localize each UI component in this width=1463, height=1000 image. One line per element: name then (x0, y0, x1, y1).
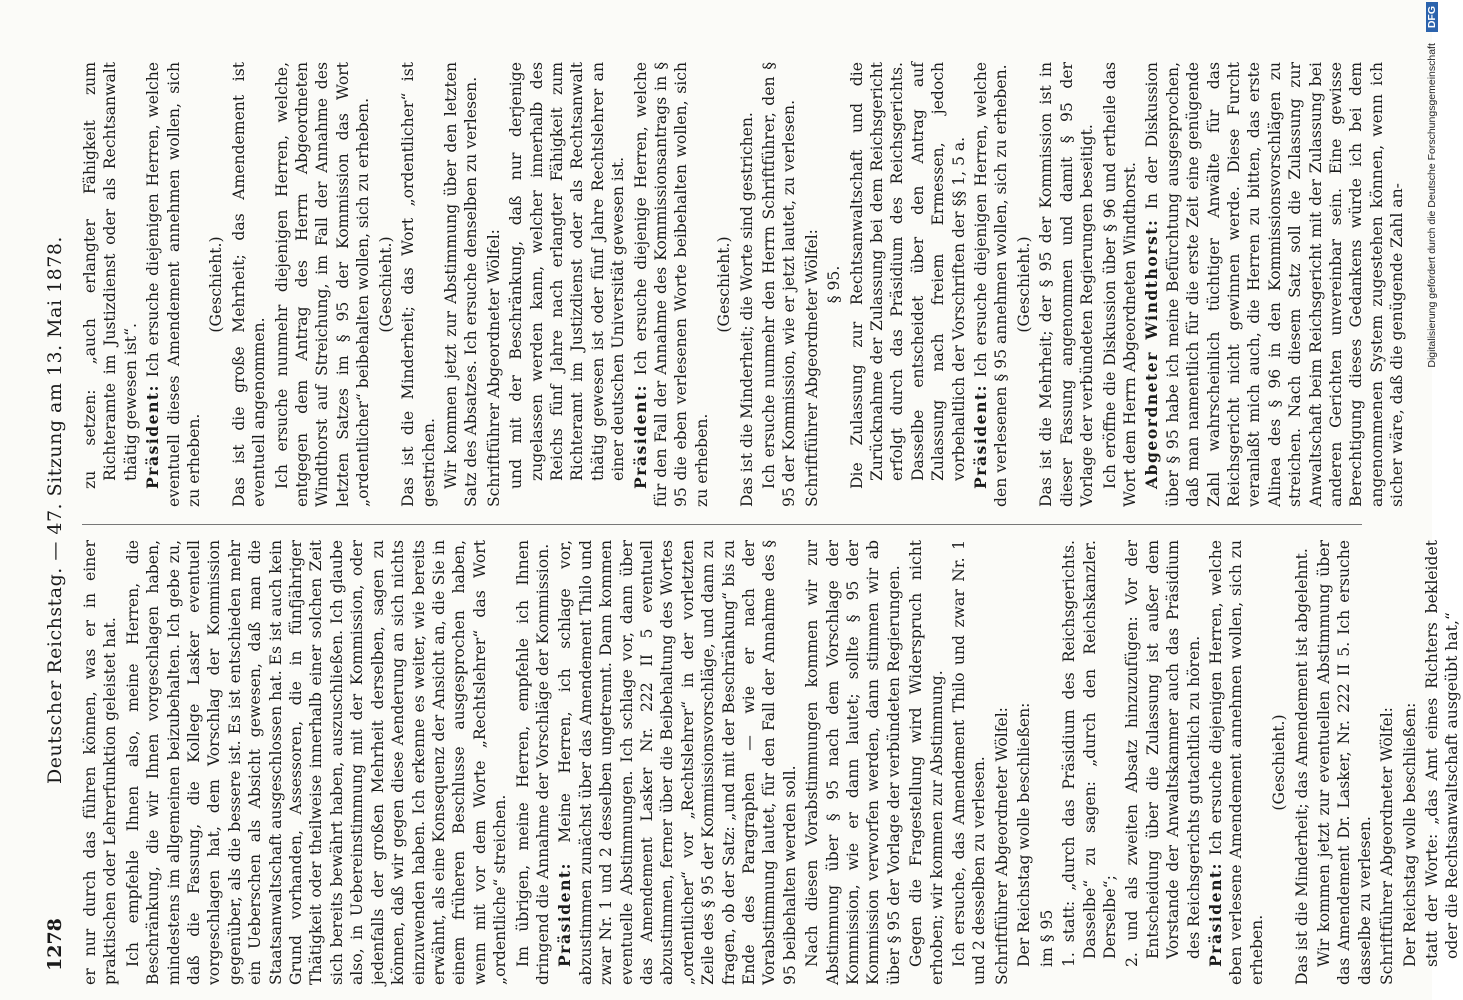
paragraph-text: und mit der Beschränkung, daß nur derjenige zugelassen werden kann, welcher innerhalb des Reichs fünf Jahre nach erlangter Fähigkeit zum Richteramt im Justizdienst oder als Rechtsanwalt thätig gewesen ist oder fünf Jahre Rechtslehrer an einer deutschen Universität gewesen ist. (507, 62, 628, 489)
paragraph-text: Gegen die Fragestellung wird Widerspruch nicht erhoben; wir kommen zur Abstimmung. (907, 540, 946, 985)
column-divider (82, 524, 1362, 525)
paragraph-text: er nur durch das führen können, was er in einer praktischen oder Lehrerfunktion geleistet hat. (81, 540, 120, 985)
paragraph-text: Das ist die Minderheit; das Wort „ordentlicher“ ist gestrichen. (399, 62, 438, 507)
paragraph-text: Der Reichstag wolle beschließen: (1015, 702, 1034, 967)
paragraph-text: Schriftführer Abgeordneter Wölfel: (802, 229, 821, 507)
paragraph (802, 540, 904, 985)
paragraph-text: Wir kommen jetzt zur Abstimmung über den letzten Satz des Absatzes. Ich ersuche denselben zu verlesen. (441, 62, 481, 507)
paragraph-text: Schriftführer Abgeordneter Wölfel: (1378, 707, 1397, 985)
paragraph-text: 2. und als zweiten Absatz hinzuzufügen: Vor der Entscheidung über die Zulassung ist außer dem Vorstande der Anwaltskammer auch das Präsidium des Reichsgerichts gutachtlich zu hören. (1123, 540, 1203, 967)
paragraph-text: Ich eröffne die Diskussion über § 96 und ertheile das Wort dem Herrn Abgeordneten Windthorst. (1100, 62, 1139, 507)
paragraph (1142, 62, 1407, 507)
paragraph-text: Ich ersuche nunmehr den Herrn Schriftführer, den § 95 der Kommission, wie er jetzt lautet, zu verlesen. (760, 62, 799, 507)
paragraph (484, 62, 504, 507)
paragraph (802, 62, 822, 507)
paragraph (513, 540, 554, 985)
paragraph-text: im § 95 (1037, 909, 1056, 967)
paragraph (906, 540, 947, 985)
paragraph (555, 540, 800, 985)
paragraph-text: Wir kommen jetzt zur eventuellen Abstimmung über das Amendement Dr. Lasker, Nr. 222 II 5. Ich ersuche dasselbe zu verlesen. (1314, 540, 1374, 985)
paragraph (1059, 540, 1120, 985)
paragraph-text: (Geschieht.) (715, 236, 734, 333)
digitization-credit (1424, 2, 1440, 992)
speaker-name: Präsident: (555, 862, 575, 967)
paragraph-text: Ich ersuche diejenigen Herren, welche eben verlesene Amendement annehmen wollen, sich zu erheben. (1206, 540, 1266, 985)
paragraph-text: Ich empfehle Ihnen also, meine Herren, die Beschränkung, die wir Ihnen vorgeschlagen haben, mindestens im allgemeinen beizubehalten. Ich gebe zu, daß die Fassung, die Kollege Lasker eventuell vorgeschlagen hat, dem Vorschlag der Kommission gegenüber, als die bessere ist. Es ist entschieden mehr ein Ueberschen als Absicht gewesen, daß man die Staatsanwaltschaft ausgeschlossen hat. Es ist auch kein Grund vorhanden, Assessoren, die in fünfjähriger Thätigkeit oder theilweise innerhalb einer solchen Zeit sich bereits bewährt haben, auszuschließen. Ich glaube also, in Uebereinstimmung mit der Kommission, oder jedenfalls der großen Mehrheit derselben, sagen zu können, daß wir gegen diese Aenderung an sich nichts einzuwenden haben. Ich erkenne es weiter, wie bereits erwähnt, als eine Konsequenz der Ansicht an, die Sie in einem früheren Beschlusse ausgesprochen haben, wenn mit vor dem Worte „Rechtslehrer“ das Wort „ordentliche“ streichen. (123, 540, 510, 985)
paragraph-text: Das ist die Minderheit; die Worte sind gestrichen. (737, 112, 756, 507)
paragraph-text: zu setzen: „auch erlangter Fähigkeit zum Richteramte im Justizdienst oder als Rechtsanwalt thätig gewesen ist“. (81, 62, 140, 489)
right-text-column (80, 62, 1407, 507)
paragraph (506, 62, 628, 507)
paragraph (1122, 540, 1204, 985)
paragraph (1269, 540, 1289, 985)
speaker-name: Präsident: (1205, 862, 1225, 967)
paragraph-text: 1. statt: „durch das Präsidium des Reichsgerichts. Dasselbe“ zu sagen: „durch den Reichskanzler. Derselbe“; (1060, 540, 1119, 967)
paragraph-text: Das ist die Minderheit; das Amendement ist abgelehnt. (1292, 548, 1311, 985)
paragraph (847, 62, 969, 507)
paragraph (759, 62, 800, 507)
paragraph (992, 540, 1012, 985)
paragraph-text: In der Diskussion über § 95 habe ich meine Befürchtung ausgesprochen, daß man namentlich für die erste Zeit eine genügende Zahl wahrscheinlich tüchtiger Anwälte für das Reichsgericht nicht gewinnen werde. Diese Furcht veranlaßt mich auch, die Herren zu bitten, das erste Alinea des § 96 in den Kommissionsvorschlägen zu streichen. Nach diesem Satz soll die Zulassung zur Anwaltschaft beim Reichsgericht mit der Zulassung bei anderen Gerichten unvereinbar sein. Eine gewisse Berechtigung dieses Gedankens würde ich bei dem angenommenen System zugestehen können, wenn ich sicher wäre, daß die genügende Zahl an- (1143, 62, 1407, 507)
paragraph (1037, 540, 1057, 985)
paragraph (1314, 540, 1375, 985)
paragraph-text: Schriftführer Abgeordneter Wölfel: (484, 229, 503, 507)
paragraph-text: Die Zulassung zur Rechtsanwaltschaft und die Zurücknahme der Zulassung bei dem Reichsgericht erfolgt durch das Präsidium des Reichsgerichts. Dasselbe entscheidet über den Antrag auf Zulassung nach freiem Ermessen, jedoch vorbehaltlich der Vorschriften der §§ 1, 5 a. (847, 62, 968, 489)
paragraph (1100, 62, 1141, 507)
paragraph (737, 62, 757, 507)
paragraph-text: § 95. (825, 265, 844, 304)
paragraph (631, 62, 713, 507)
running-title: Deutscher Reichstag. — 47. Sitzung am 13. Mai 1878. (44, 236, 66, 784)
left-text-column (80, 540, 1462, 985)
page-header (40, 35, 70, 985)
paragraph (80, 62, 141, 507)
page-number: 1278 (44, 918, 66, 971)
paragraph-text: Ich ersuche diejenigen Herren, welche eventuell dieses Amendement annehmen wollen, sich zu erheben. (144, 62, 204, 507)
paragraph (229, 62, 270, 507)
paragraph (971, 62, 1012, 507)
paragraph (206, 62, 226, 507)
speaker-name: Abgeordneter Windthorst: (1142, 218, 1162, 489)
speaker-name: Präsident: (143, 384, 163, 489)
paragraph (949, 540, 990, 985)
paragraph (714, 62, 734, 507)
paragraph-text: Das ist die Mehrheit; der § 95 der Kommission ist in dieser Fassung angenommen und damit § 95 der Vorlage der verbündeten Regierungen beseitigt. (1037, 62, 1097, 507)
paragraph-text: Der Reichstag wolle beschließen: (1400, 702, 1419, 967)
paragraph-text: Ich ersuche diejenigen Herren, welche den verlesenen § 95 annehmen wollen, sich zu erheben. (972, 62, 1011, 507)
paragraph-text: (Geschieht.) (207, 236, 226, 333)
paragraph-text: (Geschieht.) (1270, 714, 1289, 811)
paragraph-text: Ich ersuche, das Amendement Thilo und zwar Nr. 1 und 2 desselben zu verlesen. (950, 540, 989, 985)
paragraph (80, 540, 121, 985)
paragraph (1292, 540, 1312, 985)
paragraph (1400, 540, 1420, 985)
paragraph (123, 540, 511, 985)
paragraph (272, 62, 374, 507)
paragraph (1014, 540, 1034, 985)
paragraph-text: Das ist die große Mehrheit; das Amendement ist eventuell angenommen. (229, 62, 269, 507)
paragraph-text: Nach diesen Vorabstimmungen kommen wir zur Abstimmung über § 95 nach dem Vorschlage der Kommission, wie er dann lautet; sollte § 95 der Kommission verworfen werden, dann stimmen wir ab über § 95 der Vorlage der verbündeten Regierungen. (803, 540, 903, 985)
paragraph (1377, 540, 1397, 985)
paragraph (376, 62, 396, 507)
paragraph-text: (Geschieht.) (1014, 236, 1033, 333)
paragraph (398, 62, 439, 507)
paragraph (441, 62, 482, 507)
paragraph (1206, 540, 1267, 985)
paragraph-text: Im übrigen, meine Herren, empfehle ich Ihnen dringend die Annahme der Vorschläge der Kommission. (513, 540, 552, 985)
paragraph-text: Ich ersuche nunmehr diejenigen Herren, welche, entgegen dem Antrag des Herrn Abgeordneten Windthorst auf Streichung, im Fall der Annahme des letzten Satzes im § 95 der Kommission das Wort „ordentlicher“ beibehalten wollen, sich zu erheben. (272, 62, 373, 507)
paragraph-text: Ich ersuche diejenige Herren, welche für den Fall der Annahme des Kommissionsantrags in § 95 die eben verlesenen Worte beibehalten wollen, sich zu erheben. (631, 62, 711, 507)
credit-text: Digitalisierung gefördert durch die Deutsche Forschungsgemeinschaft (1426, 43, 1438, 368)
paragraph-text: Schriftführer Abgeordneter Wölfel: (992, 707, 1011, 985)
dfg-logo: DFG (1426, 2, 1438, 32)
paragraph (1036, 62, 1097, 507)
paragraph (1014, 62, 1034, 507)
paragraph-text: (Geschieht.) (376, 236, 395, 333)
paragraph (824, 62, 844, 507)
paragraph (143, 62, 204, 507)
speaker-name: Präsident: (630, 384, 650, 489)
speaker-name: Präsident: (971, 384, 991, 489)
paragraph-text: statt der Worte: „das Amt eines Richters bekleidet oder die Rechtsanwaltschaft ausgeübt hat,“ (1423, 540, 1462, 967)
paragraph-text: Meine Herren, ich schlage vor, abzustimmen zunächst über das Amendement Thilo und zwar Nr. 1 und 2 desselben ungetrennt. Dann kommen eventuelle Abstimmungen. Ich schlage vor, dann über das Amendement Lasker Nr. 222 II 5 eventuell abzustimmen, ferner über die Beibehaltung des Wortes „ordentlicher“ vor „Rechtslehrer“ in der vorletzten Zeile des § 95 der Kommissionsvorschläge, und dann zu fragen, ob der Satz: „und mit der Beschränkung“ bis zu Ende des Paragraphen — wie er nach der Vorabstimmung lautet, für den Fall der Annahme des § 95 beibehalten werden soll. (556, 540, 799, 985)
